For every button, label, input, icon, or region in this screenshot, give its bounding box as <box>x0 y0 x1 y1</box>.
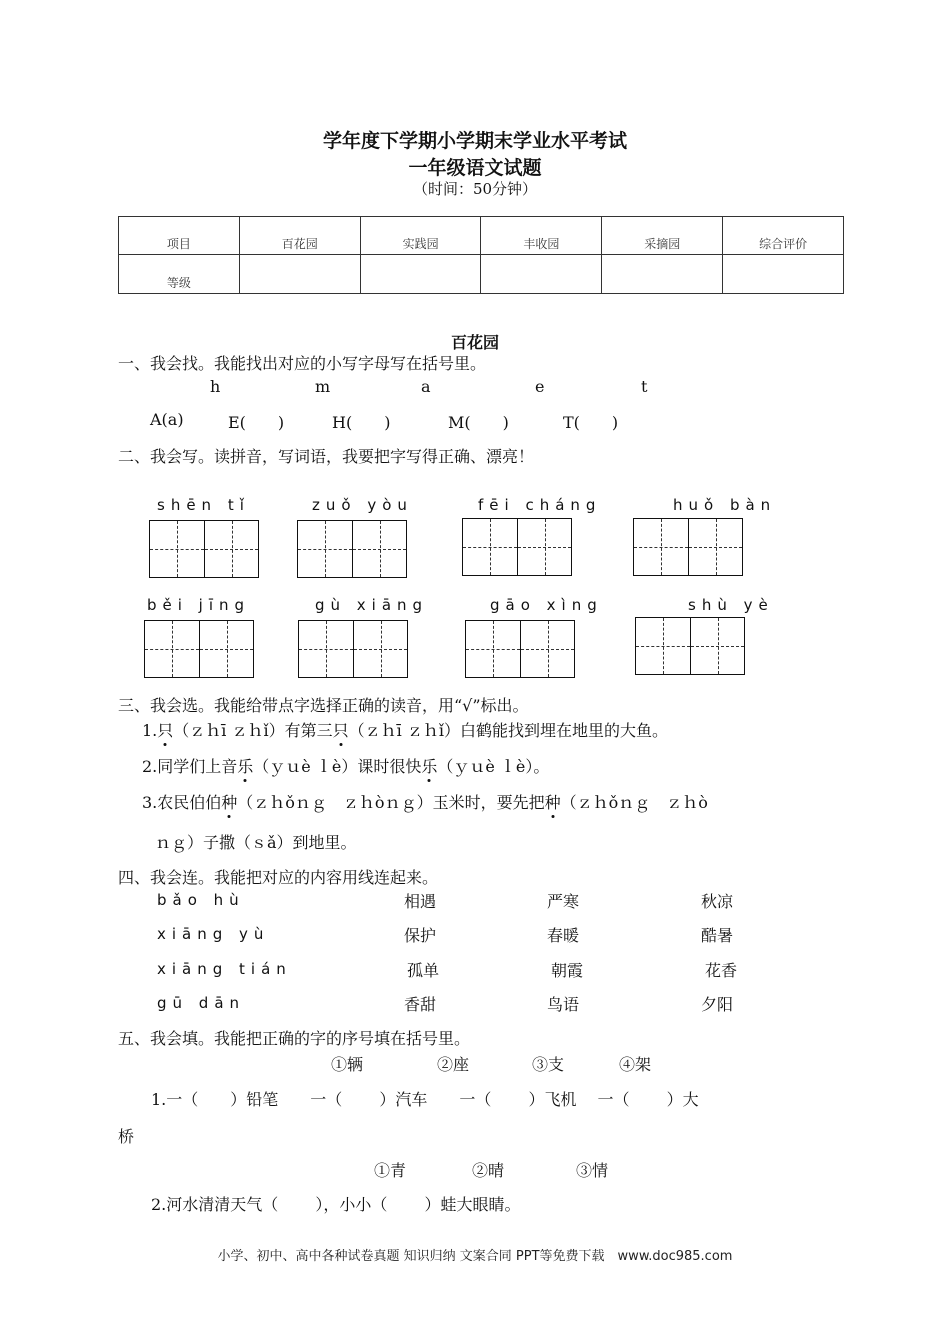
q4-pinyin: bǎo hù <box>157 891 245 909</box>
q4-word: 朝霞 <box>551 961 584 980</box>
pinyin-label: huǒ bàn <box>673 496 777 514</box>
pinyin-label: shēn tǐ <box>157 496 250 514</box>
q5-item-1-cont: 桥 <box>118 1127 135 1146</box>
q4-word: 春暖 <box>547 926 580 945</box>
q3-text: （ｚｈī ｚｈǐ）白鹤能找到埋在地里的大鱼。 <box>348 721 668 740</box>
q3-item-3-cont: ｎｇ）子撒（ｓǎ）到地里。 <box>155 833 357 852</box>
score-header: 百花园 <box>239 217 360 255</box>
q5-item-2: 2.河水清清天气（ ），小小（ ）蛙大眼睛。 <box>151 1195 521 1214</box>
q5-option: ②座 <box>437 1055 470 1074</box>
pinyin-label: gāo xìng <box>490 596 603 614</box>
q1-letter: t <box>641 377 648 396</box>
q2-title: 二、我会写。读拼音，写词语，我要把字写得正确、漂亮！ <box>118 447 535 466</box>
q1-answer: T( ) <box>563 413 619 432</box>
score-cell <box>481 255 602 294</box>
q4-word: 相遇 <box>404 892 437 911</box>
score-header: 项目 <box>119 217 240 255</box>
q3-text: （ｙｕè ｌè）。 <box>437 757 550 776</box>
q1-answer: A(a) <box>150 410 184 429</box>
writing-grid[interactable] <box>462 518 572 576</box>
pinyin-label: běi jīng <box>147 596 251 614</box>
dotted-char: 只 <box>157 718 173 741</box>
q1-letter: h <box>210 377 221 396</box>
q4-title: 四、我会连。我能把对应的内容用线连起来。 <box>118 868 439 887</box>
q5-option: ②晴 <box>472 1161 505 1180</box>
q1-answer: H( ) <box>332 413 391 432</box>
q3-item-2 <box>142 754 549 777</box>
q5-option: ①辆 <box>331 1055 364 1074</box>
footer-note: 小学、初中、高中各种试卷真题 知识归纳 文案合同 PPT等免费下载 www.doc985.com <box>217 1249 733 1264</box>
q4-word: 鸟语 <box>547 995 580 1014</box>
score-cell <box>360 255 481 294</box>
score-header: 综合评价 <box>723 217 844 255</box>
exam-title: 学年度下学期小学期末学业水平考试 <box>322 130 627 152</box>
q5-option: ③情 <box>576 1161 609 1180</box>
q1-answer: E( ) <box>228 413 285 432</box>
q1-letter: m <box>315 377 331 396</box>
pinyin-label: fēi cháng <box>478 496 602 514</box>
dotted-char: 乐 <box>421 754 437 777</box>
q5-option: ①青 <box>374 1161 407 1180</box>
q3-text: （ｚｈǒｎｇ ｚｈò <box>560 793 708 812</box>
q5-item-1: 1.一（ ）铅笔 一（ ）汽车 一（ ）飞机 一（ ）大 <box>151 1090 699 1109</box>
dotted-char: 种 <box>545 790 561 813</box>
dotted-char: 乐 <box>237 754 253 777</box>
exam-time: （时间：50分钟） <box>412 180 538 198</box>
q4-word: 香甜 <box>404 995 437 1014</box>
q4-pinyin: xiāng tián <box>157 960 292 978</box>
writing-grid[interactable] <box>298 620 408 678</box>
writing-grid[interactable] <box>635 617 745 675</box>
q1-letter: a <box>421 377 431 396</box>
q4-word: 花香 <box>705 961 738 980</box>
pinyin-label: shù yè <box>688 596 774 614</box>
q5-option: ③支 <box>532 1055 565 1074</box>
q4-word: 酷暑 <box>701 926 734 945</box>
q1-letter: e <box>535 377 545 396</box>
q3-item-3 <box>142 790 708 813</box>
writing-grid[interactable] <box>633 518 743 576</box>
q4-word: 保护 <box>404 926 437 945</box>
score-table <box>118 216 844 294</box>
score-header: 采摘园 <box>602 217 723 255</box>
dotted-char: 只 <box>333 718 349 741</box>
score-header: 实践园 <box>360 217 481 255</box>
q4-word: 严寒 <box>547 892 580 911</box>
grade-title: 一年级语文试题 <box>408 157 542 179</box>
score-header: 丰收园 <box>481 217 602 255</box>
q3-text: 3.农民伯伯 <box>142 793 222 812</box>
q4-word: 孤单 <box>407 961 440 980</box>
dotted-char: 种 <box>221 790 237 813</box>
score-cell <box>723 255 844 294</box>
q4-pinyin: xiāng yù <box>157 925 270 943</box>
q1-title: 一、我会找。我能找出对应的小写字母写在括号里。 <box>118 354 487 373</box>
q3-title: 三、我会选。我能给带点字选择正确的读音，用“√”标出。 <box>118 696 529 715</box>
q3-text: （ｚｈī ｚｈǐ）有第三 <box>173 721 333 740</box>
q3-text: （ｙｕè ｌè）课时很快 <box>253 757 422 776</box>
writing-grid[interactable] <box>144 620 254 678</box>
q1-answer: M( ) <box>448 413 509 432</box>
pinyin-label: gù xiāng <box>315 596 429 614</box>
q4-word: 夕阳 <box>701 995 734 1014</box>
q4-word: 秋凉 <box>701 892 734 911</box>
score-cell <box>602 255 723 294</box>
score-row-label: 等级 <box>119 255 240 294</box>
q3-text: 1. <box>142 721 158 740</box>
score-cell <box>239 255 360 294</box>
q4-pinyin: gū dān <box>157 994 246 1012</box>
pinyin-label: zuǒ yòu <box>312 496 413 514</box>
q3-text: 2.同学们上音 <box>142 757 238 776</box>
writing-grid[interactable] <box>149 520 259 578</box>
section-title: 百花园 <box>450 333 499 352</box>
q5-option: ④架 <box>619 1055 652 1074</box>
writing-grid[interactable] <box>297 520 407 578</box>
q3-item-1 <box>142 718 668 741</box>
q5-title: 五、我会填。我能把正确的字的序号填在括号里。 <box>118 1029 471 1048</box>
writing-grid[interactable] <box>465 620 575 678</box>
q3-text: （ｚｈǒｎｇ ｚｈòｎｇ）玉米时，要先把 <box>237 793 545 812</box>
